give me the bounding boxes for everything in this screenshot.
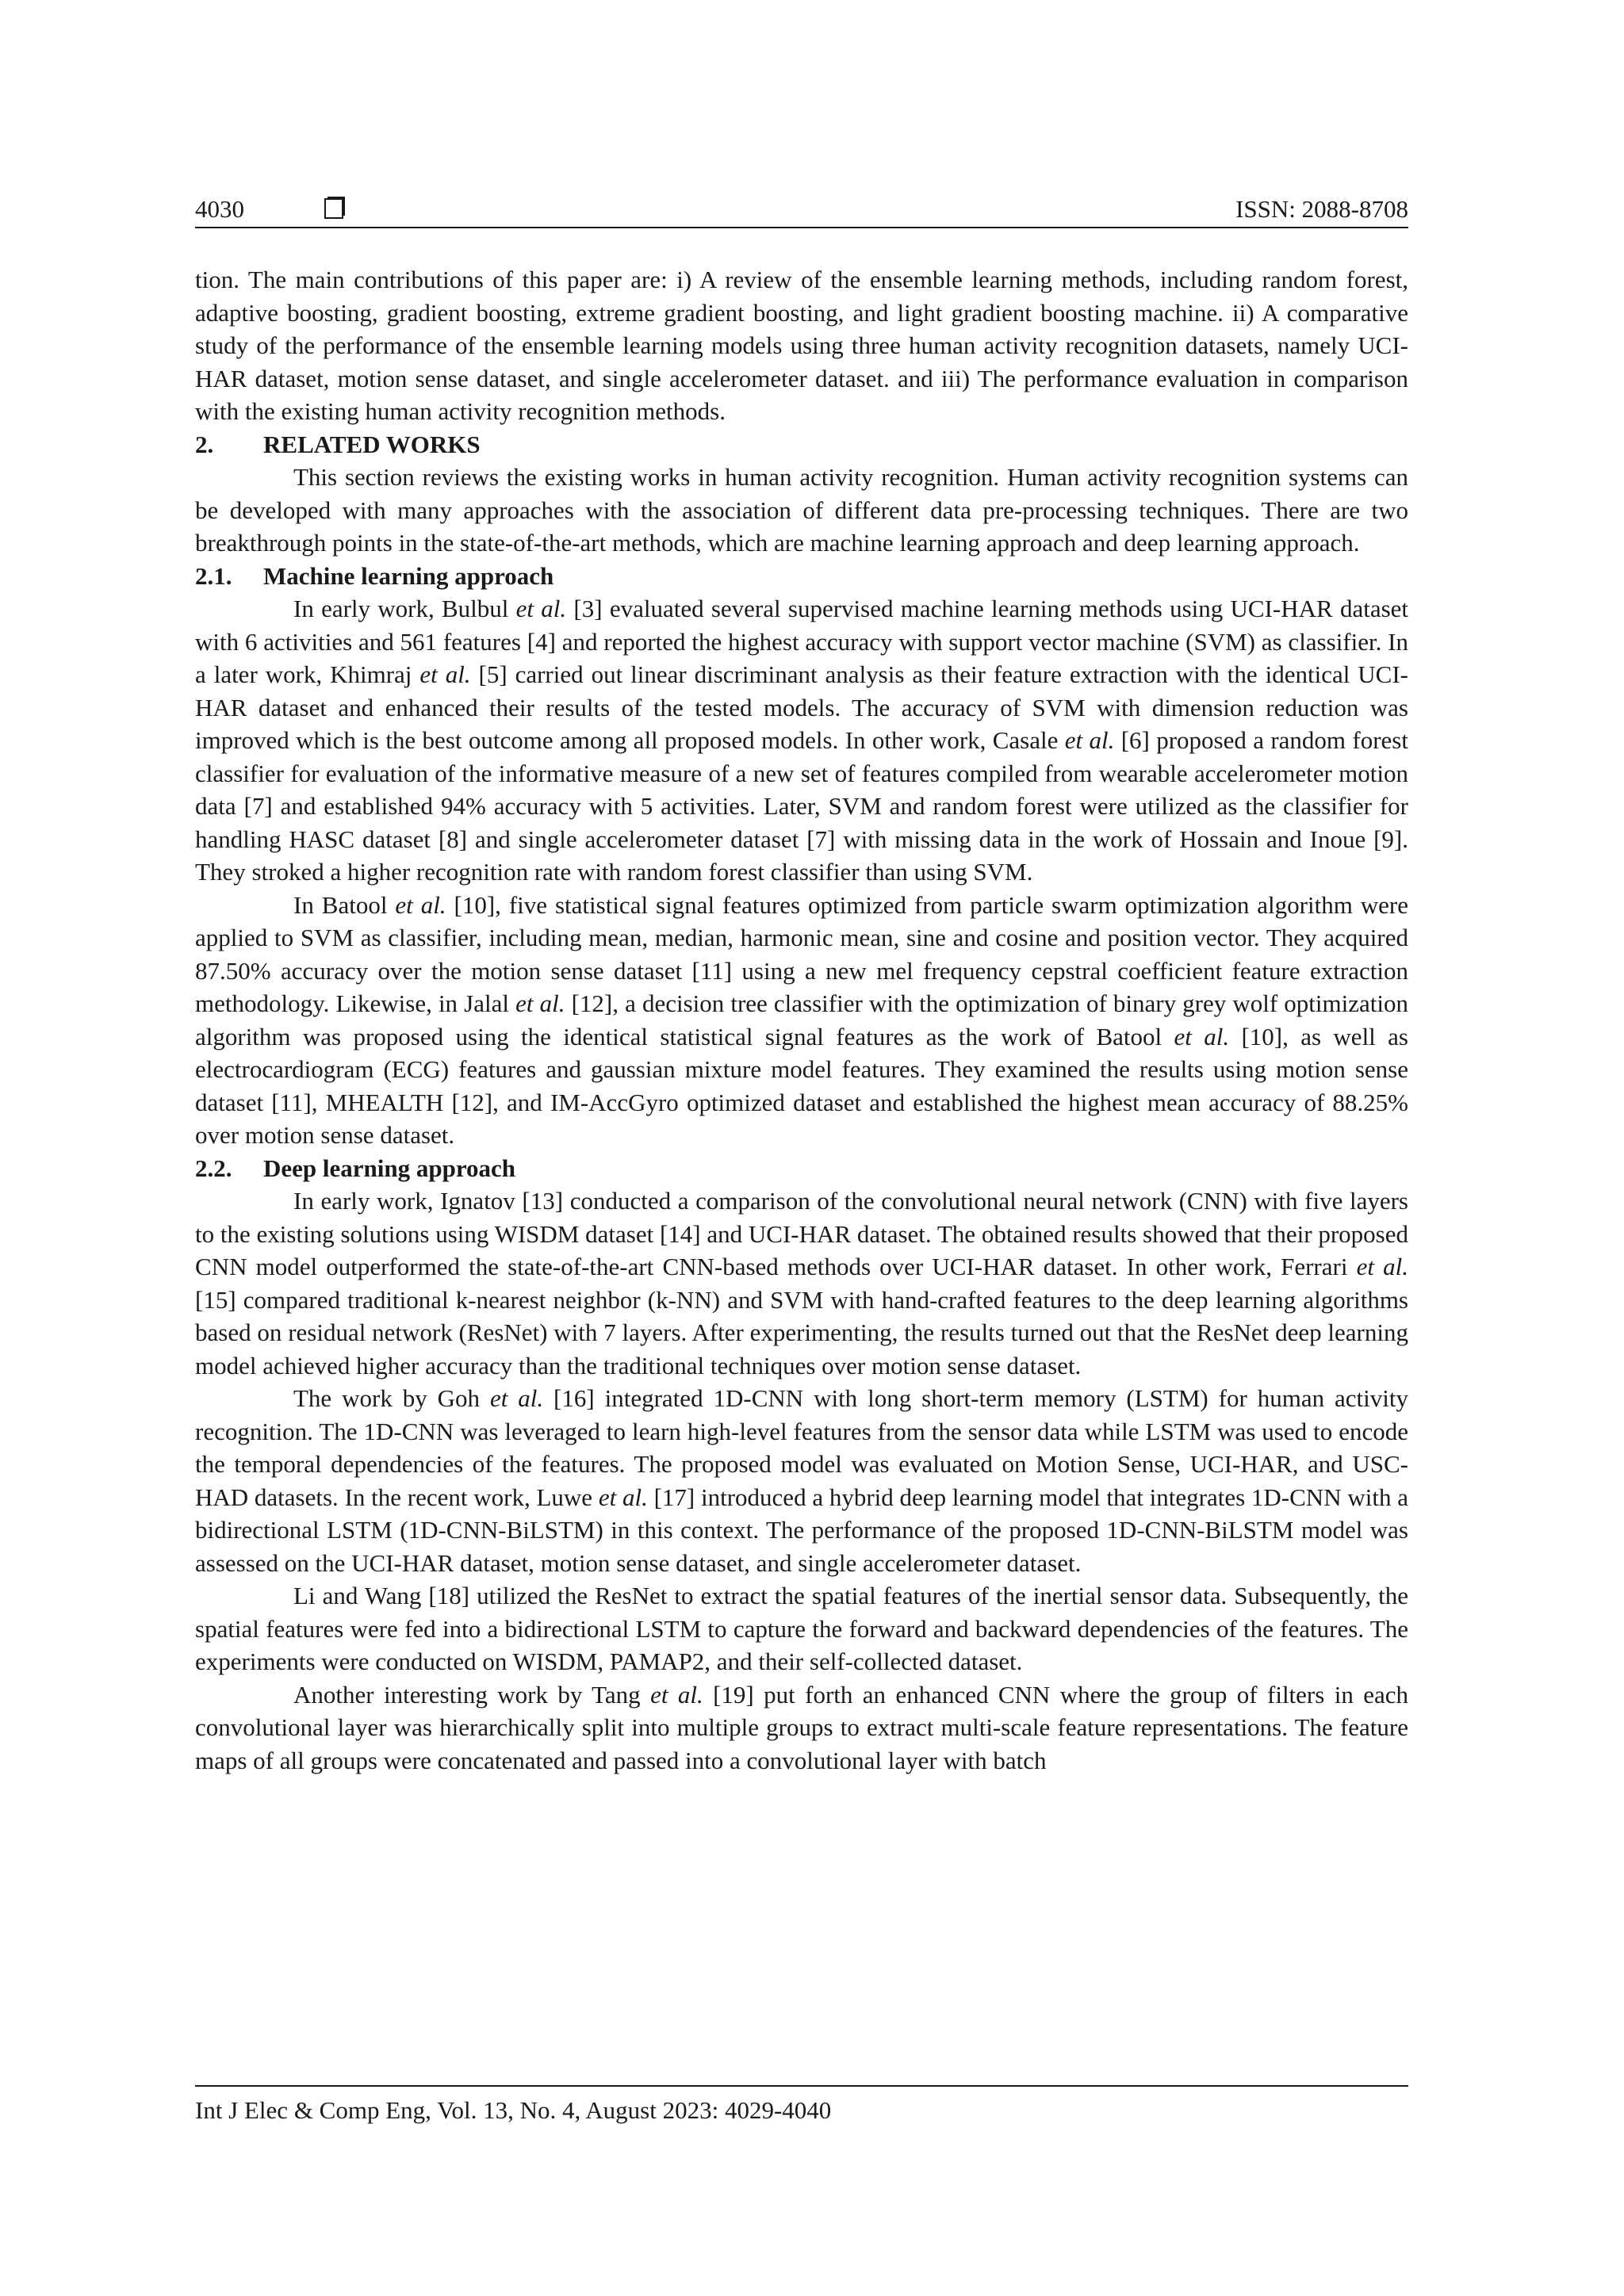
et-al: et al. <box>419 660 471 688</box>
paragraph <box>195 889 1408 1152</box>
subsection-number: 2.1. <box>195 561 232 590</box>
subsection-title: Machine learning approach <box>263 561 554 590</box>
subsection-number: 2.2. <box>195 1154 232 1182</box>
header-rule <box>195 227 1408 228</box>
paragraph: Li and Wang [18] utilized the ResNet to extract the spatial features of the inertial sensor data. Subsequently, the spatial features were fed into a bidirectional LSTM to capture the forward and backward dependencies of the features. The experiments were conducted on WISDM, PAMAP2, and their self-collected dataset. <box>195 1582 1408 1675</box>
et-al: et al. <box>1064 726 1115 754</box>
section-heading-2 <box>195 428 1408 461</box>
text-run: [5] carried out linear discriminant analysis as their feature extraction with the identical UCI-HAR dataset and enhanced their results of the tested models. The accuracy of SVM with dimension reduction was improved which is the best outcome among all proposed models. In other work, Casale <box>195 660 1408 754</box>
text-run: Another interesting work by Tang <box>293 1680 651 1709</box>
et-al: et al. <box>650 1680 703 1709</box>
et-al: et al. <box>395 890 446 919</box>
page-footer <box>195 2085 1408 2125</box>
footer-citation: Int J Elec & Comp Eng, Vol. 13, No. 4, August 2023: 4029-4040 <box>195 2096 832 2124</box>
text-run: In early work, Bulbul <box>293 595 516 622</box>
footer-rule <box>195 2085 1408 2087</box>
article-body <box>195 263 1408 1777</box>
section-number: 2. <box>195 430 214 458</box>
et-al: et al. <box>1356 1253 1408 1280</box>
paragraph <box>195 592 1408 889</box>
text-run: [17] introduced a hybrid deep learning model that integrates 1D-CNN with a bidirectional LSTM (1D-CNN-BiLSTM) in this context. The performance of the proposed 1D-CNN-BiLSTM model was assessed on the UCI-HAR dataset, motion sense dataset, and single accelerometer dataset. <box>195 1483 1408 1577</box>
subsection-heading-2-1 <box>195 560 1408 593</box>
text-run: [12], a decision tree classifier with the optimization of binary grey wolf optimization algorithm was proposed using the identical statistical signal features as the work of Batool <box>195 989 1409 1050</box>
text-run: [15] compared traditional k-nearest neighbor (k-NN) and SVM with hand-crafted features to the deep learning algorithms based on residual network (ResNet) with 7 layers. After experimenting, the results turned out that the ResNet deep learning model achieved higher accuracy than the traditional techniques over motion sense dataset. <box>195 1285 1408 1380</box>
et-al: et al. <box>598 1483 648 1511</box>
text-run: [10], five statistical signal features optimized from particle swarm optimization algorithm were applied to SVM as classifier, including mean, median, harmonic mean, sine and cosine and position vector. They acquired 87.50% accuracy over the motion sense dataset [11] using a new mel frequency cepstral coefficient feature extraction methodology. Likewise, in Jalal <box>195 890 1408 1017</box>
et-al: et al. <box>1174 1022 1230 1050</box>
intro-paragraph: tion. The main contributions of this paper are: i) A review of the ensemble learning methods, including random forest, adaptive boosting, gradient boosting, extreme gradient boosting, and light gradient boosting machine. ii) A comparative study of the performance of the ensemble learning models using three human activity recognition datasets, namely UCI-HAR dataset, motion sense dataset, and single accelerometer dataset. and iii) The performance evaluation in comparison with the existing human activity recognition methods. <box>195 266 1408 425</box>
page-number: 4030 <box>195 195 244 223</box>
text-run: In early work, Ignatov [13] conducted a comparison of the convolutional neural network (CNN) with five layers to the existing solutions using WISDM dataset [14] and UCI-HAR dataset. The obtained results showed that their proposed CNN model outperformed the state-of-the-art CNN-based methods over UCI-HAR dataset. In other work, Ferrari <box>195 1187 1408 1280</box>
page-content <box>195 195 1408 1777</box>
issn-label: ISSN: 2088-8708 <box>1235 195 1408 223</box>
et-al: et al. <box>489 1384 544 1412</box>
subsection-title: Deep learning approach <box>263 1154 516 1182</box>
square-icon <box>324 198 343 219</box>
text-run: [19] put forth an enhanced CNN where the group of filters in each convolutional layer was hierarchically split into multiple groups to extract multi-scale feature representations. The feature maps of all groups were concatenated and passed into a convolutional layer with batch <box>195 1680 1408 1774</box>
page-header <box>195 195 1408 227</box>
text-run: The work by Goh <box>293 1384 490 1412</box>
paragraph <box>195 1678 1408 1777</box>
text-run: [10], as well as electrocardiogram (ECG) features and gaussian mixture model features. They examined the results using motion sense dataset [11], MHEALTH [12], and IM-AccGyro optimized dataset and established the highest mean accuracy of 88.25% over motion sense dataset. <box>195 1022 1408 1149</box>
text-run: [6] proposed a random forest classifier for evaluation of the informative measure of a new set of features compiled from wearable accelerometer motion data [7] and established 94% accuracy with 5 activities. Later, SVM and random forest were utilized as the classifier for handling HASC dataset [8] and single accelerometer dataset [7] with missing data in the work of Hossain and Inoue [9]. They stroked a higher recognition rate with random forest classifier than using SVM. <box>195 726 1408 886</box>
et-al: et al. <box>515 989 565 1017</box>
paragraph <box>195 1382 1408 1579</box>
et-al: et al. <box>515 595 567 622</box>
text-run: In Batool <box>293 890 396 919</box>
text-run: [3] evaluated several supervised machine learning methods using UCI-HAR dataset with 6 activities and 561 features [4] and reported the highest accuracy with support vector machine (SVM) as classifier. In a later work, Khimraj <box>195 595 1409 688</box>
section-title: RELATED WORKS <box>263 430 481 458</box>
paragraph <box>195 1184 1408 1382</box>
text-run: [16] integrated 1D-CNN with long short-term memory (LSTM) for human activity recognition. The 1D-CNN was leveraged to learn high-level features from the sensor data while LSTM was used to encode the temporal dependencies of the features. The proposed model was evaluated on Motion Sense, UCI-HAR, and USC-HAD datasets. In the recent work, Luwe <box>195 1384 1408 1511</box>
section2-paragraph: This section reviews the existing works in human activity recognition. Human activity recognition systems can be developed with many approaches with the association of different data pre-processing techniques. There are two breakthrough points in the state-of-the-art methods, which are machine learning approach and deep learning approach. <box>195 463 1408 557</box>
subsection-heading-2-2 <box>195 1152 1408 1185</box>
